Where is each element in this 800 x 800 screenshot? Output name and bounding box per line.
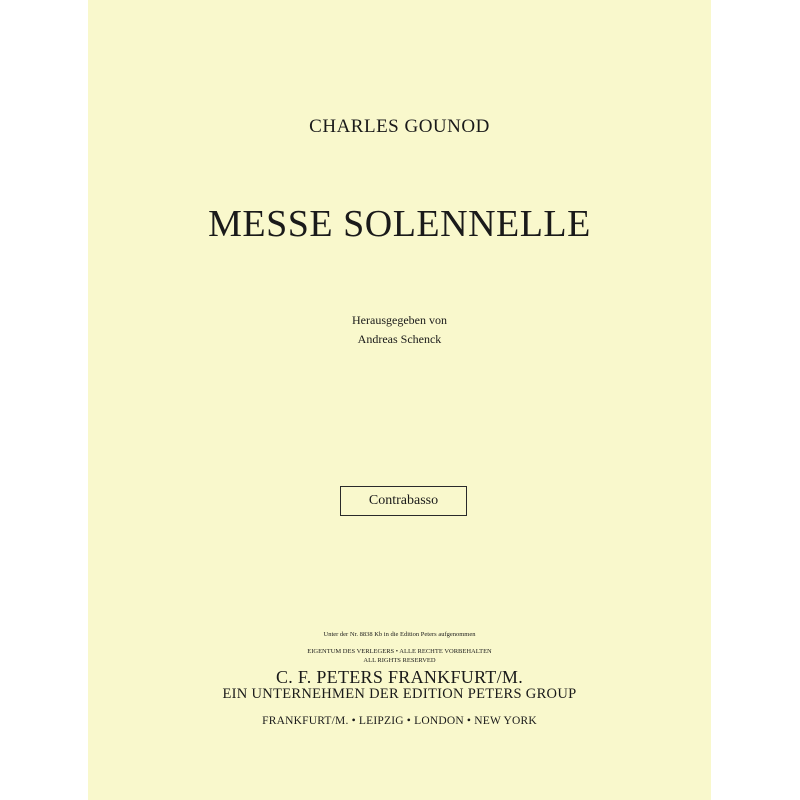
publisher-group: EIN UNTERNEHMEN DER EDITION PETERS GROUP	[222, 686, 577, 702]
instrument-part-box	[340, 486, 467, 516]
instrument-part-label: Contrabasso	[368, 493, 439, 508]
editor-name: Andreas Schenck	[357, 332, 442, 346]
rights-notice-english: ALL RIGHTS RESERVED	[363, 657, 436, 664]
work-title: MESSE SOLENNELLE	[208, 203, 591, 245]
publisher-cities: FRANKFURT/M. • LEIPZIG • LONDON • NEW YORK	[262, 715, 537, 727]
editor-label: Herausgegeben von	[352, 313, 447, 327]
score-cover-page	[88, 0, 711, 800]
rights-notice-german: EIGENTUM DES VERLEGERS • ALLE RECHTE VORBEHALTEN	[307, 648, 492, 655]
catalog-note: Unter der Nr. 8838 Kb in die Edition Peters aufgenommen	[323, 631, 476, 638]
publisher-name: C. F. PETERS FRANKFURT/M.	[275, 667, 524, 687]
composer-name: CHARLES GOUNOD	[309, 116, 490, 137]
